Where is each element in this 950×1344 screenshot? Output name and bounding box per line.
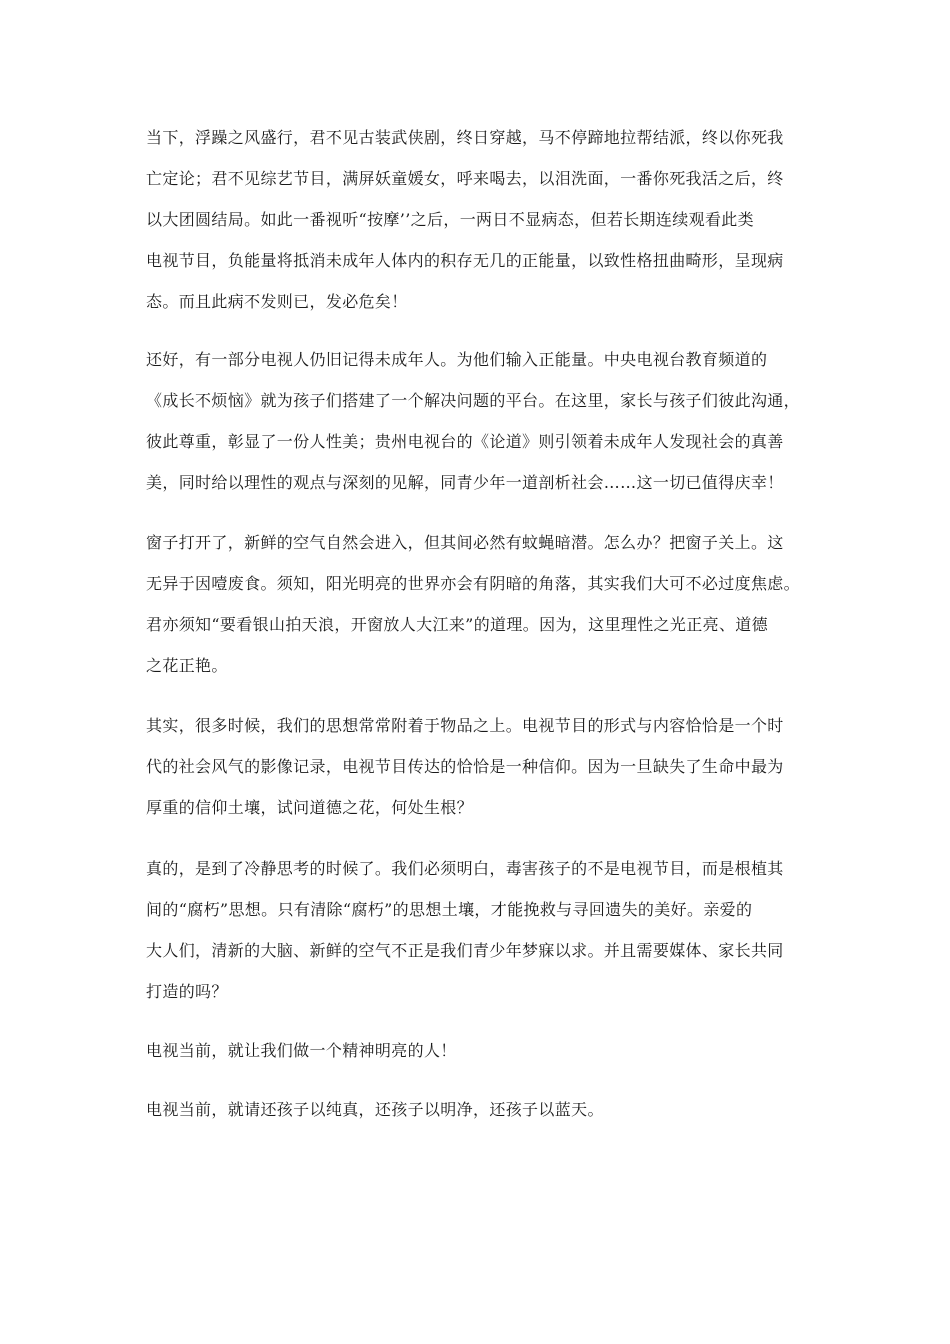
paragraph-line: 其实，很多时候，我们的思想常常附着于物品之上。电视节目的形式与内容恰恰是一个时 xyxy=(146,716,784,735)
paragraph-line: 《成长不烦恼》就为孩子们搭建了一个解决问题的平台。在这里，家长与孩子们彼此沟通， xyxy=(146,391,801,410)
paragraph-line: 亡定论；君不见综艺节目，满屏妖童媛女，呼来喝去，以泪洗面，一番你死我活之后，终 xyxy=(146,169,784,188)
paragraph-line: 间的“腐朽”思想。只有清除“腐朽”的思想土壤，才能挽救与寻回遗失的美好。亲爱的 xyxy=(146,900,753,919)
paragraph-line: 厚重的信仰土壤，试问道德之花，何处生根？ xyxy=(146,798,474,817)
paragraph-line: 电视节目，负能量将抵消未成年人体内的积存无几的正能量，以致性格扭曲畸形，呈现病 xyxy=(146,251,784,270)
paragraph-line: 真的，是到了冷静思考的时候了。我们必须明白，毒害孩子的不是电视节目，而是根植其 xyxy=(146,859,784,878)
paragraph-line: 彼此尊重，彰显了一份人性美；贵州电视台的《论道》则引领着未成年人发现社会的真善 xyxy=(146,432,784,451)
paragraph-4 xyxy=(146,705,811,828)
paragraph-5 xyxy=(146,848,811,1012)
paragraph-line: 君亦须知“要看银山拍天浪，开窗放人大江来”的道理。因为，这里理性之光正亮、道德 xyxy=(146,615,769,634)
paragraph-line: 之花正艳。 xyxy=(146,656,228,675)
paragraph-6 xyxy=(146,1030,811,1071)
paragraph-line: 态。而且此病不发则已，发必危矣！ xyxy=(146,292,408,311)
paragraph-line: 打造的吗？ xyxy=(146,982,228,1001)
paragraph-line: 窗子打开了，新鲜的空气自然会进入，但其间必然有蚊蝇暗潜。怎么办？把窗子关上。这 xyxy=(146,533,784,552)
paragraph-3 xyxy=(146,522,811,686)
paragraph-line: 无异于因噎废食。须知，阳光明亮的世界亦会有阴暗的角落，其实我们大可不必过度焦虑。 xyxy=(146,574,801,593)
paragraph-line: 大人们，清新的大脑、新鲜的空气不正是我们青少年梦寐以求。并且需要媒体、家长共同 xyxy=(146,941,784,960)
paragraph-line: 电视当前，就让我们做一个精神明亮的人！ xyxy=(146,1041,457,1060)
paragraph-line: 代的社会风气的影像记录，电视节目传达的恰恰是一种信仰。因为一旦缺失了生命中最为 xyxy=(146,757,784,776)
paragraph-7 xyxy=(146,1089,811,1130)
paragraph-line: 电视当前，就请还孩子以纯真，还孩子以明净，还孩子以蓝天。 xyxy=(146,1100,604,1119)
paragraph-line: 当下，浮躁之风盛行，君不见古装武侠剧，终日穿越，马不停蹄地拉帮结派，终以你死我 xyxy=(146,128,784,147)
paragraph-1 xyxy=(146,117,811,322)
paragraph-2 xyxy=(146,339,811,503)
paragraph-line: 美，同时给以理性的观点与深刻的见解，同青少年一道剖析社会……这一切已值得庆幸！ xyxy=(146,473,784,492)
paragraph-line: 还好，有一部分电视人仍旧记得未成年人。为他们输入正能量。中央电视台教育频道的 xyxy=(146,350,768,369)
paragraph-line: 以大团圆结局。如此一番视听“按摩’’之后，一两日不显病态，但若长期连续观看此类 xyxy=(146,210,755,229)
